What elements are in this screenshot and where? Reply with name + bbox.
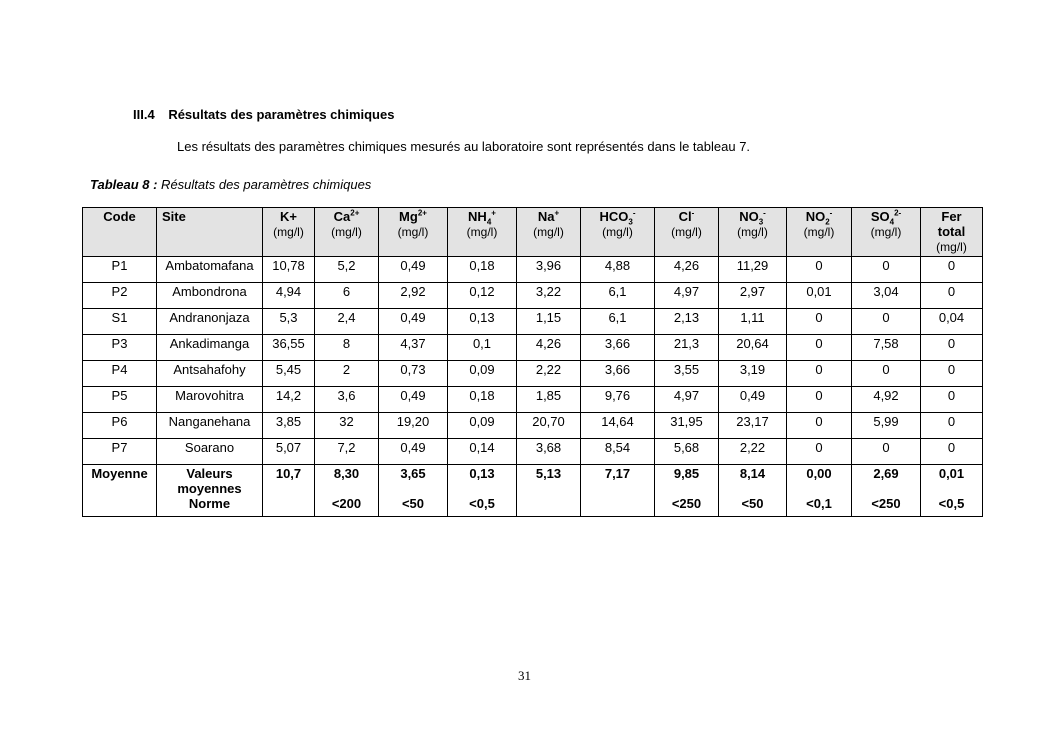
column-unit: (mg/l) bbox=[737, 225, 768, 239]
header-sup: 2+ bbox=[350, 208, 360, 218]
norm-cell: <250 bbox=[852, 496, 921, 517]
site-code: P2 bbox=[83, 283, 157, 309]
column-header bbox=[852, 208, 921, 257]
cell-value: 5,2 bbox=[315, 257, 379, 283]
header-base: K+ bbox=[280, 209, 297, 224]
cell-value: 8,54 bbox=[581, 439, 655, 465]
column-unit: (mg/l) bbox=[466, 225, 498, 239]
cell-value: 2,13 bbox=[655, 309, 719, 335]
average-cell: 8,14 bbox=[719, 465, 787, 497]
cell-value: 2,97 bbox=[719, 283, 787, 309]
cell-value: 5,68 bbox=[655, 439, 719, 465]
cell-value: 3,66 bbox=[581, 335, 655, 361]
cell-value: 0,14 bbox=[448, 439, 517, 465]
site-code: P4 bbox=[83, 361, 157, 387]
intro-paragraph: Les résultats des paramètres chimiques mesurés au laboratoire sont représentés dans le tableau 7. bbox=[177, 139, 751, 154]
norm-cell: <0,5 bbox=[921, 496, 983, 517]
column-header bbox=[517, 208, 581, 257]
column-header-name bbox=[85, 208, 154, 224]
cell-value: 4,26 bbox=[655, 257, 719, 283]
column-header-name bbox=[657, 208, 716, 224]
header-sub: 3 bbox=[628, 217, 633, 227]
section-heading bbox=[133, 107, 394, 122]
column-header bbox=[448, 208, 517, 257]
site-code: S1 bbox=[83, 309, 157, 335]
header-base: Mg bbox=[399, 209, 418, 224]
cell-value: 0,18 bbox=[448, 387, 517, 413]
header-sup: - bbox=[691, 208, 695, 218]
table-row bbox=[83, 413, 983, 439]
cell-value: 0,49 bbox=[379, 309, 448, 335]
table-row bbox=[83, 335, 983, 361]
column-header-name bbox=[317, 208, 376, 224]
header-base: Fer bbox=[941, 209, 962, 224]
section-title: Résultats des paramètres chimiques bbox=[168, 107, 395, 122]
cell-value: 0,09 bbox=[448, 413, 517, 439]
cell-value: 4,37 bbox=[379, 335, 448, 361]
cell-value: 0 bbox=[852, 439, 921, 465]
cell-value: 10,78 bbox=[263, 257, 315, 283]
cell-value: 5,07 bbox=[263, 439, 315, 465]
table-row bbox=[83, 257, 983, 283]
average-cell: 0,01 bbox=[921, 465, 983, 497]
column-header bbox=[787, 208, 852, 257]
chemical-results-table bbox=[82, 207, 983, 517]
norm-cell bbox=[83, 496, 157, 517]
cell-value: 0,49 bbox=[379, 387, 448, 413]
cell-value: 0 bbox=[787, 387, 852, 413]
cell-value: 5,99 bbox=[852, 413, 921, 439]
site-name: Ambondrona bbox=[157, 283, 263, 309]
cell-value: 9,76 bbox=[581, 387, 655, 413]
cell-value: 0,73 bbox=[379, 361, 448, 387]
site-code: P7 bbox=[83, 439, 157, 465]
header-base: Ca bbox=[333, 209, 351, 224]
column-header-name bbox=[854, 208, 918, 227]
cell-value: 6 bbox=[315, 283, 379, 309]
average-cell: 0,13 bbox=[448, 465, 517, 497]
cell-value: 0 bbox=[787, 413, 852, 439]
cell-value: 0,49 bbox=[379, 439, 448, 465]
site-name: Ankadimanga bbox=[157, 335, 263, 361]
column-unit: (mg/l) bbox=[870, 225, 902, 239]
average-cell: 5,13 bbox=[517, 465, 581, 497]
site-name: Soarano bbox=[157, 439, 263, 465]
cell-value: 3,85 bbox=[263, 413, 315, 439]
average-cell: 9,85 bbox=[655, 465, 719, 497]
cell-value: 0 bbox=[921, 413, 983, 439]
norm-cell bbox=[517, 496, 581, 517]
cell-value: 20,70 bbox=[517, 413, 581, 439]
table-row bbox=[83, 361, 983, 387]
column-header bbox=[315, 208, 379, 257]
average-cell: 0,00 bbox=[787, 465, 852, 497]
average-cell: 2,69 bbox=[852, 465, 921, 497]
cell-value: 0 bbox=[852, 309, 921, 335]
cell-value: 6,1 bbox=[581, 309, 655, 335]
cell-value: 32 bbox=[315, 413, 379, 439]
cell-value: 0 bbox=[787, 439, 852, 465]
column-unit: (mg/l) bbox=[803, 225, 835, 239]
cell-value: 7,58 bbox=[852, 335, 921, 361]
norm-cell bbox=[263, 496, 315, 517]
norm-cell: <200 bbox=[315, 496, 379, 517]
norm-cell: <50 bbox=[379, 496, 448, 517]
table-body bbox=[83, 257, 983, 517]
column-header bbox=[83, 208, 157, 257]
cell-value: 5,3 bbox=[263, 309, 315, 335]
section-number: III.4 bbox=[133, 107, 155, 122]
column-header-name bbox=[381, 208, 445, 224]
header-base: SO bbox=[870, 209, 890, 224]
cell-value: 2,22 bbox=[517, 361, 581, 387]
header-base: NO bbox=[805, 209, 826, 224]
average-cell: 10,7 bbox=[263, 465, 315, 497]
column-unit: (mg/l) bbox=[533, 225, 564, 239]
header-base: Cl bbox=[678, 209, 692, 224]
column-unit: (mg/l) bbox=[936, 240, 967, 254]
header-sup2: + bbox=[491, 208, 496, 218]
site-name: Antsahafohy bbox=[157, 361, 263, 387]
cell-value: 4,97 bbox=[655, 283, 719, 309]
header-base: HCO bbox=[599, 209, 629, 224]
cell-value: 1,11 bbox=[719, 309, 787, 335]
site-code: P3 bbox=[83, 335, 157, 361]
cell-value: 0 bbox=[921, 361, 983, 387]
column-header bbox=[655, 208, 719, 257]
column-unit: (mg/l) bbox=[273, 225, 304, 239]
header-sup2: - bbox=[829, 208, 833, 218]
average-cell: 8,30 bbox=[315, 465, 379, 497]
table-row bbox=[83, 439, 983, 465]
header-base: NH bbox=[468, 209, 487, 224]
norm-cell bbox=[581, 496, 655, 517]
cell-value: 0,12 bbox=[448, 283, 517, 309]
cell-value: 4,26 bbox=[517, 335, 581, 361]
cell-value: 0 bbox=[921, 439, 983, 465]
cell-value: 6,1 bbox=[581, 283, 655, 309]
cell-value: 0,13 bbox=[448, 309, 517, 335]
cell-value: 7,2 bbox=[315, 439, 379, 465]
cell-value: 4,94 bbox=[263, 283, 315, 309]
header-sub: 4 bbox=[889, 217, 895, 227]
average-cell: 7,17 bbox=[581, 465, 655, 497]
caption-label: Tableau 8 : bbox=[90, 177, 158, 192]
column-header bbox=[581, 208, 655, 257]
cell-value: 0,09 bbox=[448, 361, 517, 387]
cell-value: 2 bbox=[315, 361, 379, 387]
header-base: Site bbox=[162, 209, 186, 224]
header-sub: 4 bbox=[486, 217, 492, 227]
cell-value: 0,1 bbox=[448, 335, 517, 361]
cell-value: 0 bbox=[787, 335, 852, 361]
site-code: P1 bbox=[83, 257, 157, 283]
norm-cell: Norme bbox=[157, 496, 263, 517]
average-cell: Moyenne bbox=[83, 465, 157, 497]
cell-value: 4,97 bbox=[655, 387, 719, 413]
header-sub: 2 bbox=[825, 217, 830, 227]
table-row bbox=[83, 387, 983, 413]
column-header bbox=[719, 208, 787, 257]
cell-value: 31,95 bbox=[655, 413, 719, 439]
column-header-name bbox=[789, 208, 849, 227]
header-sup2: 2- bbox=[894, 208, 902, 218]
cell-value: 0 bbox=[921, 283, 983, 309]
cell-value: 1,85 bbox=[517, 387, 581, 413]
column-header-name bbox=[583, 208, 652, 227]
site-code: P6 bbox=[83, 413, 157, 439]
column-header bbox=[263, 208, 315, 257]
column-header-name bbox=[721, 208, 784, 227]
site-name: Marovohitra bbox=[157, 387, 263, 413]
header-sub: 3 bbox=[758, 217, 764, 227]
column-header bbox=[157, 208, 263, 257]
cell-value: 19,20 bbox=[379, 413, 448, 439]
site-name: Andranonjaza bbox=[157, 309, 263, 335]
cell-value: 36,55 bbox=[263, 335, 315, 361]
site-name: Ambatomafana bbox=[157, 257, 263, 283]
cell-value: 14,2 bbox=[263, 387, 315, 413]
cell-value: 0 bbox=[852, 257, 921, 283]
cell-value: 0,18 bbox=[448, 257, 517, 283]
column-header-name bbox=[265, 208, 312, 224]
cell-value: 2,22 bbox=[719, 439, 787, 465]
caption-text: Résultats des paramètres chimiques bbox=[157, 177, 372, 192]
cell-value: 0 bbox=[787, 309, 852, 335]
cell-value: 3,22 bbox=[517, 283, 581, 309]
cell-value: 0 bbox=[921, 335, 983, 361]
cell-value: 23,17 bbox=[719, 413, 787, 439]
table-row bbox=[83, 309, 983, 335]
header-row bbox=[83, 208, 983, 257]
average-cell: Valeurs moyennes bbox=[157, 465, 263, 497]
cell-value: 0 bbox=[787, 257, 852, 283]
cell-value: 3,55 bbox=[655, 361, 719, 387]
column-header-name bbox=[923, 208, 980, 239]
column-unit: (mg/l) bbox=[397, 225, 429, 239]
cell-value: 11,29 bbox=[719, 257, 787, 283]
cell-value: 2,92 bbox=[379, 283, 448, 309]
cell-value: 21,3 bbox=[655, 335, 719, 361]
cell-value: 3,04 bbox=[852, 283, 921, 309]
header-line2: total bbox=[937, 224, 966, 239]
cell-value: 0 bbox=[921, 387, 983, 413]
column-unit: (mg/l) bbox=[602, 225, 633, 239]
cell-value: 0,49 bbox=[379, 257, 448, 283]
cell-value: 0 bbox=[787, 361, 852, 387]
norm-cell: <0,1 bbox=[787, 496, 852, 517]
norm-cell: <0,5 bbox=[448, 496, 517, 517]
cell-value: 3,66 bbox=[581, 361, 655, 387]
cell-value: 3,6 bbox=[315, 387, 379, 413]
cell-value: 8 bbox=[315, 335, 379, 361]
header-sup2: - bbox=[763, 208, 766, 218]
column-header bbox=[921, 208, 983, 257]
cell-value: 1,15 bbox=[517, 309, 581, 335]
header-sup2: - bbox=[632, 208, 636, 218]
cell-value: 0,04 bbox=[921, 309, 983, 335]
header-base: Code bbox=[103, 209, 136, 224]
table-row bbox=[83, 283, 983, 309]
cell-value: 3,68 bbox=[517, 439, 581, 465]
cell-value: 3,96 bbox=[517, 257, 581, 283]
cell-value: 4,88 bbox=[581, 257, 655, 283]
cell-value: 20,64 bbox=[719, 335, 787, 361]
cell-value: 0 bbox=[852, 361, 921, 387]
average-row bbox=[83, 465, 983, 497]
cell-value: 4,92 bbox=[852, 387, 921, 413]
norm-cell: <250 bbox=[655, 496, 719, 517]
cell-value: 3,19 bbox=[719, 361, 787, 387]
norm-row bbox=[83, 496, 983, 517]
column-header-name bbox=[162, 208, 260, 224]
header-base: Na bbox=[537, 209, 555, 224]
column-header-name bbox=[450, 208, 514, 227]
column-header bbox=[379, 208, 448, 257]
header-base: NO bbox=[739, 209, 759, 224]
cell-value: 0 bbox=[921, 257, 983, 283]
header-sup: 2+ bbox=[417, 208, 427, 218]
norm-cell: <50 bbox=[719, 496, 787, 517]
column-unit: (mg/l) bbox=[331, 225, 362, 239]
site-name: Nanganehana bbox=[157, 413, 263, 439]
header-sup: + bbox=[554, 208, 560, 218]
cell-value: 0,01 bbox=[787, 283, 852, 309]
cell-value: 14,64 bbox=[581, 413, 655, 439]
column-unit: (mg/l) bbox=[671, 225, 702, 239]
cell-value: 2,4 bbox=[315, 309, 379, 335]
page-number: 31 bbox=[518, 668, 531, 683]
cell-value: 0,49 bbox=[719, 387, 787, 413]
column-header-name bbox=[519, 208, 578, 224]
table-caption bbox=[90, 177, 371, 192]
site-code: P5 bbox=[83, 387, 157, 413]
cell-value: 5,45 bbox=[263, 361, 315, 387]
average-cell: 3,65 bbox=[379, 465, 448, 497]
